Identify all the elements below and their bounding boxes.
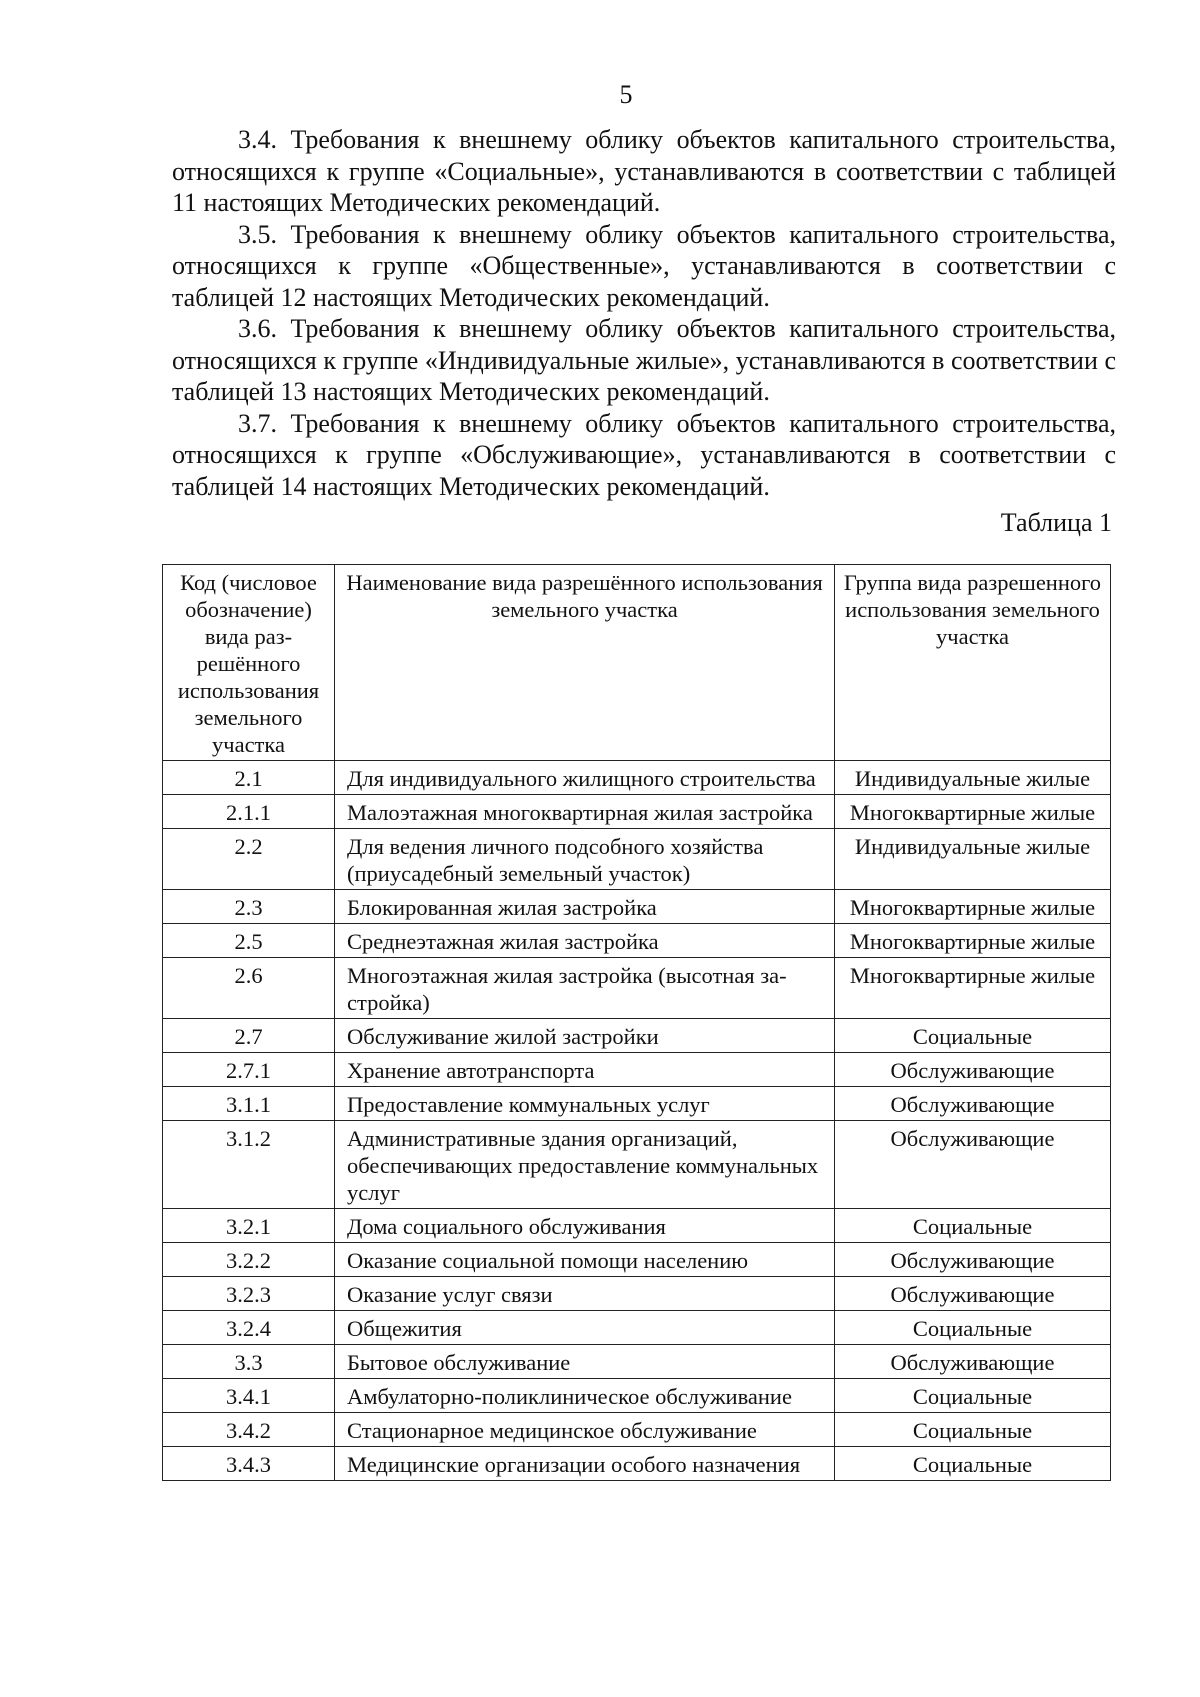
cell-name: Дома социального обслуживания [335, 1209, 835, 1243]
cell-group: Социальные [835, 1447, 1111, 1481]
cell-code: 3.4.2 [163, 1413, 335, 1447]
table-row [163, 1209, 1111, 1243]
cell-name: Хранение автотранспорта [335, 1053, 835, 1087]
table-row [163, 1121, 1111, 1209]
table-header-row [163, 565, 1111, 761]
cell-name: Малоэтажная многоквартирная жилая застройка [335, 795, 835, 829]
paragraph-3-6: 3.6. Требования к внешнему облику объектов капитального строительства, относящихся к группе «Индивидуальные жилые», устанавливаются в соответствии с таблицей 13 настоящих Методических рекомендаций. [172, 314, 1116, 406]
table-row [163, 958, 1111, 1019]
cell-group: Индивидуальные жилые [835, 761, 1111, 795]
cell-name: Бытовое обслуживание [335, 1345, 835, 1379]
cell-code: 3.2.3 [163, 1277, 335, 1311]
cell-code: 2.1.1 [163, 795, 335, 829]
cell-name: Медицинские организации особого назначения [335, 1447, 835, 1481]
table-row [163, 1053, 1111, 1087]
cell-name: Оказание социальной помощи населению [335, 1243, 835, 1277]
cell-group: Обслуживающие [835, 1121, 1111, 1209]
cell-code: 3.1.1 [163, 1087, 335, 1121]
cell-name: Для индивидуального жилищного строительства [335, 761, 835, 795]
cell-group: Социальные [835, 1209, 1111, 1243]
cell-name: Среднеэтажная жилая застройка [335, 924, 835, 958]
table-row [163, 890, 1111, 924]
cell-group: Многоквартирные жилые [835, 795, 1111, 829]
cell-name: Административные здания организаций, обеспечивающих предоставление коммунальных услуг [335, 1121, 835, 1209]
table-row [163, 829, 1111, 890]
cell-group: Обслуживающие [835, 1345, 1111, 1379]
table-row [163, 1243, 1111, 1277]
body-text [172, 124, 1116, 502]
cell-code: 2.5 [163, 924, 335, 958]
cell-code: 3.2.2 [163, 1243, 335, 1277]
cell-group: Социальные [835, 1379, 1111, 1413]
paragraph-3-4: 3.4. Требования к внешнему облику объектов капитального строительства, относящихся к группе «Социальные», устанавливаются в соответствии с таблицей 11 настоящих Методических рекомендаций. [172, 125, 1116, 217]
table-row [163, 1447, 1111, 1481]
page-number: 5 [619, 80, 633, 109]
cell-group: Социальные [835, 1019, 1111, 1053]
cell-group: Социальные [835, 1413, 1111, 1447]
cell-name: Общежития [335, 1311, 835, 1345]
cell-code: 2.3 [163, 890, 335, 924]
header-code: Код (числовое обозначение) вида разрешённого использования земельного участка [163, 565, 335, 761]
cell-group: Обслуживающие [835, 1277, 1111, 1311]
table-row [163, 1019, 1111, 1053]
cell-name: Амбулаторно-поликлиническое обслуживание [335, 1379, 835, 1413]
cell-code: 3.2.4 [163, 1311, 335, 1345]
cell-group: Индивидуальные жилые [835, 829, 1111, 890]
cell-code: 2.7 [163, 1019, 335, 1053]
cell-group: Обслуживающие [835, 1087, 1111, 1121]
table-row [163, 1087, 1111, 1121]
cell-group: Обслуживающие [835, 1243, 1111, 1277]
table-row [163, 1311, 1111, 1345]
table-body [163, 761, 1111, 1481]
cell-name: Обслуживание жилой застройки [335, 1019, 835, 1053]
cell-name: Блокированная жилая застройка [335, 890, 835, 924]
cell-code: 3.4.3 [163, 1447, 335, 1481]
cell-name: Предоставление коммунальных услуг [335, 1087, 835, 1121]
cell-name: Стационарное медицинское обслуживание [335, 1413, 835, 1447]
table-row [163, 1345, 1111, 1379]
header-name: Наименование вида разрешённого использования земельного участка [335, 565, 835, 761]
table-row [163, 1379, 1111, 1413]
header-group: Группа вида разрешенного использования земельного участка [835, 565, 1111, 761]
cell-name: Для ведения личного подсобного хозяйства (приусадебный земельный участок) [335, 829, 835, 890]
table-row [163, 1413, 1111, 1447]
cell-code: 2.6 [163, 958, 335, 1019]
cell-code: 3.1.2 [163, 1121, 335, 1209]
cell-group: Многоквартирные жилые [835, 958, 1111, 1019]
cell-code: 2.2 [163, 829, 335, 890]
cell-group: Многоквартирные жилые [835, 890, 1111, 924]
cell-code: 3.2.1 [163, 1209, 335, 1243]
paragraph-3-5: 3.5. Требования к внешнему облику объектов капитального строительства, относящихся к группе «Общественные», устанавливаются в соответствии с таблицей 12 настоящих Методических рекомендаций. [172, 219, 1116, 312]
table-row [163, 924, 1111, 958]
table-row [163, 761, 1111, 795]
cell-group: Социальные [835, 1311, 1111, 1345]
land-use-table [162, 564, 1111, 1481]
cell-group: Обслуживающие [835, 1053, 1111, 1087]
cell-code: 2.1 [163, 761, 335, 795]
paragraph-3-7: 3.7. Требования к внешнему облику объектов капитального строительства, относящихся к группе «Обслуживающие», устанавливаются в соответствии с таблицей 14 настоящих Методических рекомендаций. [172, 408, 1116, 501]
table-row [163, 1277, 1111, 1311]
cell-name: Многоэтажная жилая застройка (высотная застройка) [335, 958, 835, 1019]
cell-code: 3.3 [163, 1345, 335, 1379]
table-row [163, 795, 1111, 829]
cell-code: 2.7.1 [163, 1053, 335, 1087]
cell-code: 3.4.1 [163, 1379, 335, 1413]
table-caption: Таблица 1 [1000, 508, 1112, 537]
cell-name: Оказание услуг связи [335, 1277, 835, 1311]
cell-group: Многоквартирные жилые [835, 924, 1111, 958]
